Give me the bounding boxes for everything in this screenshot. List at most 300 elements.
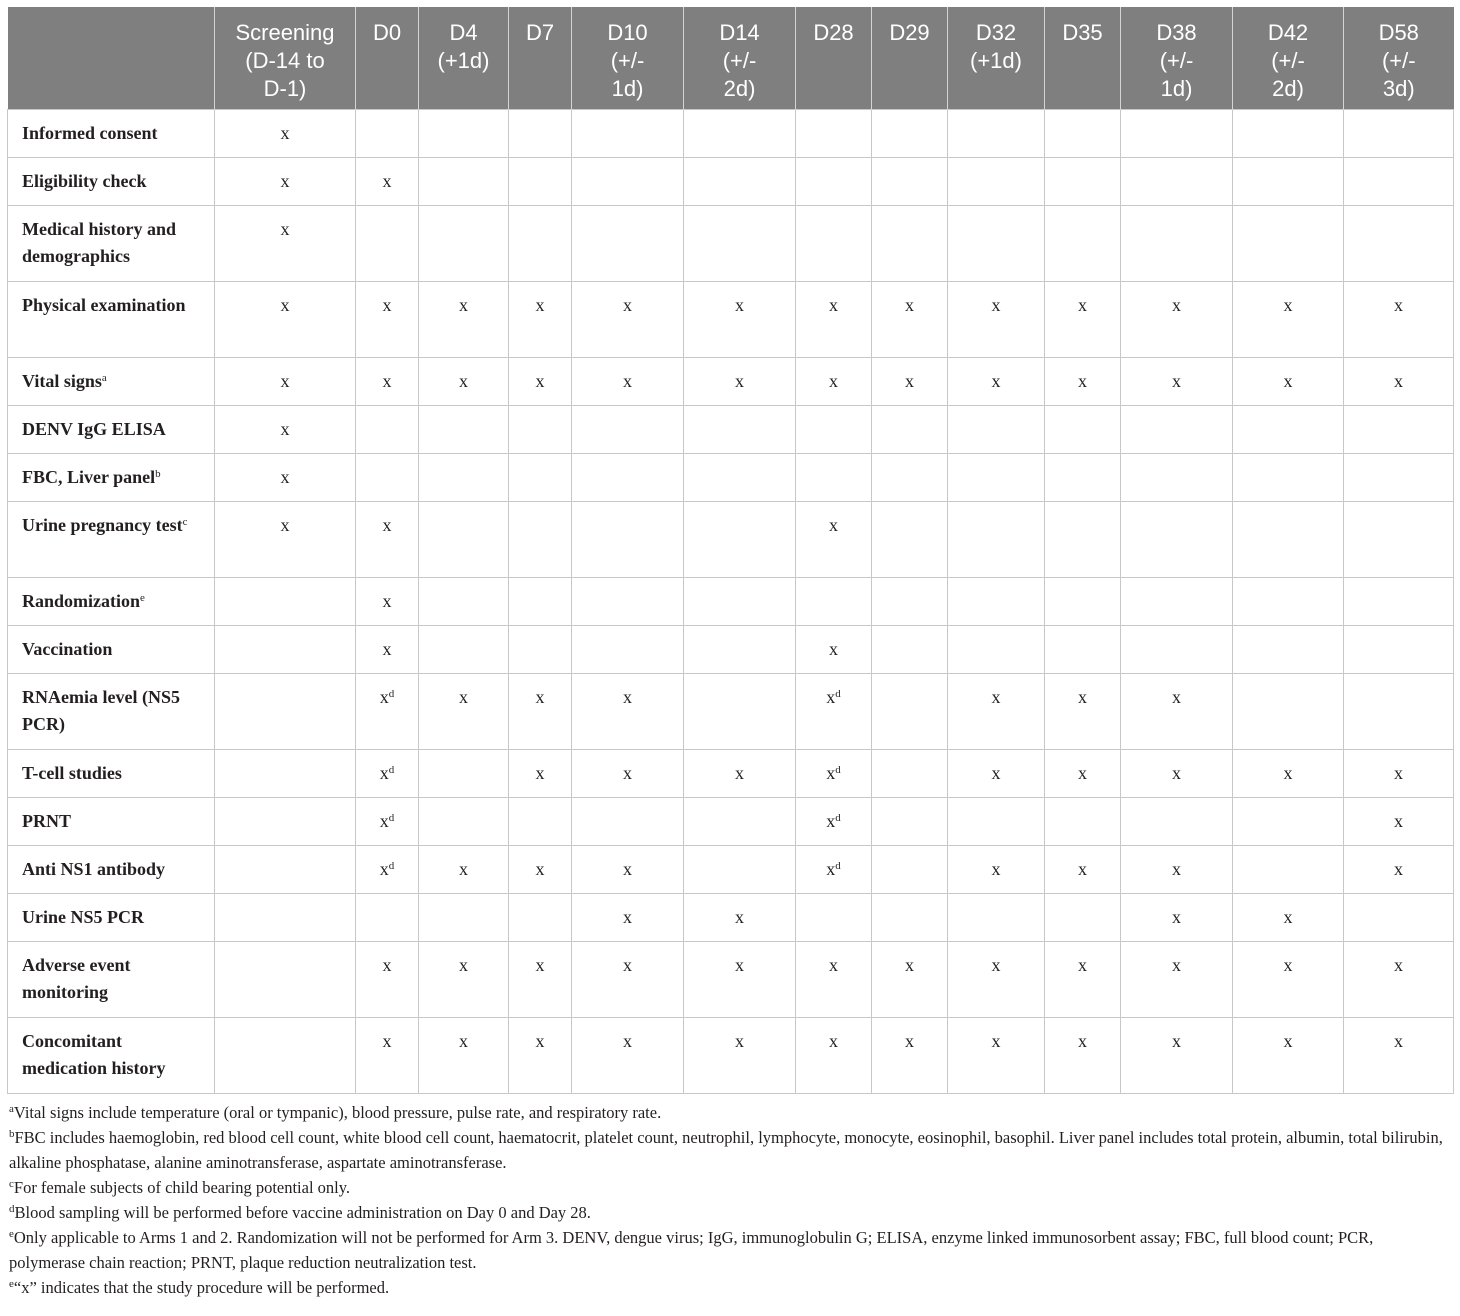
table-row <box>8 282 1454 358</box>
schedule-cell <box>796 406 872 454</box>
procedure-mark: x <box>280 419 290 439</box>
schedule-of-assessments <box>7 7 1453 1300</box>
schedule-cell <box>419 750 509 798</box>
schedule-cell <box>684 674 796 750</box>
schedule-cell <box>509 894 572 942</box>
column-header: D38 (+/- 1d) <box>1121 7 1233 110</box>
procedure-mark: x <box>735 371 744 391</box>
footnote <box>9 1175 1453 1200</box>
schedule-cell <box>419 282 509 358</box>
procedure-label <box>8 798 215 846</box>
schedule-cell <box>796 894 872 942</box>
footnote-marker: d <box>835 764 841 776</box>
schedule-cell <box>1344 502 1454 578</box>
schedule-cell <box>572 674 684 750</box>
procedure-name: DENV IgG ELISA <box>22 419 166 439</box>
schedule-cell <box>509 206 572 282</box>
schedule-cell <box>509 454 572 502</box>
procedure-mark: x <box>1172 763 1181 783</box>
procedure-label <box>8 578 215 626</box>
schedule-cell <box>684 158 796 206</box>
procedure-mark: x <box>623 763 632 783</box>
footnote <box>9 1225 1453 1275</box>
schedule-cell <box>572 358 684 406</box>
schedule-cell <box>1121 282 1233 358</box>
schedule-cell <box>796 578 872 626</box>
schedule-cell <box>948 454 1045 502</box>
procedure-label <box>8 406 215 454</box>
schedule-cell <box>509 674 572 750</box>
schedule-cell <box>948 894 1045 942</box>
procedure-mark: x <box>826 687 836 707</box>
footnote <box>9 1125 1453 1175</box>
procedure-mark: x <box>829 371 838 391</box>
procedure-mark: x <box>1172 295 1181 315</box>
schedule-cell <box>419 894 509 942</box>
table-row <box>8 942 1454 1018</box>
schedule-cell <box>796 1018 872 1094</box>
schedule-cell <box>1045 750 1121 798</box>
schedule-cell <box>572 282 684 358</box>
schedule-cell <box>356 578 419 626</box>
schedule-cell <box>356 110 419 158</box>
procedure-mark: x <box>826 859 836 879</box>
footnote-marker: d <box>835 812 841 824</box>
procedure-mark: x <box>379 687 389 707</box>
schedule-cell <box>872 502 948 578</box>
schedule-cell <box>356 502 419 578</box>
procedure-name: Informed consent <box>22 123 158 143</box>
footnote-marker: b <box>9 1128 15 1140</box>
table-body <box>8 110 1454 1094</box>
procedure-label <box>8 110 215 158</box>
schedule-cell <box>872 798 948 846</box>
procedure-mark: x <box>991 763 1001 783</box>
procedure-name: Concomitant medication history <box>22 1031 166 1078</box>
schedule-cell <box>215 894 356 942</box>
procedure-mark: x <box>623 1031 632 1051</box>
header-corner <box>8 7 215 110</box>
schedule-cell <box>948 750 1045 798</box>
procedure-label <box>8 942 215 1018</box>
procedure-mark: x <box>1394 763 1403 783</box>
schedule-cell <box>684 798 796 846</box>
schedule-cell <box>1344 454 1454 502</box>
schedule-cell <box>1045 110 1121 158</box>
schedule-cell <box>1045 406 1121 454</box>
schedule-cell <box>356 206 419 282</box>
footnote-marker: d <box>388 764 395 776</box>
procedure-mark: x <box>1283 955 1293 975</box>
schedule-cell <box>1045 894 1121 942</box>
procedure-mark: x <box>535 687 545 707</box>
procedure-label <box>8 158 215 206</box>
procedure-mark: x <box>905 295 914 315</box>
schedule-cell <box>509 406 572 454</box>
procedure-name: RNAemia level (NS5 PCR) <box>22 687 180 734</box>
procedure-mark: x <box>829 639 838 659</box>
schedule-cell <box>872 110 948 158</box>
footnote-text: “x” indicates that the study procedure will be performed. <box>13 1278 390 1297</box>
procedure-mark: x <box>1078 763 1087 783</box>
procedure-mark: x <box>379 763 389 783</box>
schedule-cell <box>572 158 684 206</box>
schedule-cell <box>215 1018 356 1094</box>
schedule-cell <box>948 674 1045 750</box>
procedure-mark: x <box>382 955 392 975</box>
schedule-cell <box>1344 798 1454 846</box>
schedule-cell <box>796 626 872 674</box>
procedure-mark: x <box>1172 1031 1181 1051</box>
schedule-cell <box>215 942 356 1018</box>
schedule-cell <box>572 942 684 1018</box>
schedule-cell <box>1045 454 1121 502</box>
schedule-cell <box>215 358 356 406</box>
schedule-cell <box>684 1018 796 1094</box>
table-row <box>8 358 1454 406</box>
column-header: D28 <box>796 7 872 110</box>
column-header: D58 (+/- 3d) <box>1344 7 1454 110</box>
procedure-label <box>8 846 215 894</box>
schedule-cell <box>1344 206 1454 282</box>
table-row <box>8 406 1454 454</box>
schedule-cell <box>572 110 684 158</box>
schedule-cell <box>872 454 948 502</box>
schedule-cell <box>684 282 796 358</box>
schedule-cell <box>1233 406 1344 454</box>
table-row <box>8 578 1454 626</box>
schedule-cell <box>796 206 872 282</box>
procedure-mark: x <box>1078 687 1087 707</box>
procedure-mark: x <box>280 515 290 535</box>
schedule-cell <box>356 674 419 750</box>
schedule-cell <box>948 846 1045 894</box>
procedure-name: PRNT <box>22 811 71 831</box>
schedule-cell <box>684 110 796 158</box>
schedule-cell <box>948 282 1045 358</box>
procedure-mark: x <box>1078 1031 1087 1051</box>
schedule-cell <box>419 626 509 674</box>
procedure-mark: x <box>991 1031 1001 1051</box>
schedule-cell <box>872 578 948 626</box>
procedure-name: Adverse event monitoring <box>22 955 131 1002</box>
schedule-cell <box>948 942 1045 1018</box>
procedure-mark: x <box>382 295 392 315</box>
schedule-cell <box>356 798 419 846</box>
schedule-cell <box>1121 674 1233 750</box>
header-row <box>8 7 1454 110</box>
schedule-cell <box>572 206 684 282</box>
schedule-cell <box>215 206 356 282</box>
procedure-mark: x <box>735 295 744 315</box>
procedure-name: Physical examination <box>22 295 186 315</box>
procedure-name: Vaccination <box>22 639 113 659</box>
procedure-mark: x <box>623 955 632 975</box>
schedule-cell <box>872 674 948 750</box>
schedule-cell <box>1121 626 1233 674</box>
schedule-cell <box>1121 406 1233 454</box>
procedure-mark: x <box>1283 295 1293 315</box>
schedule-cell <box>572 454 684 502</box>
procedure-mark: x <box>459 859 468 879</box>
procedure-mark: x <box>991 371 1001 391</box>
procedure-mark: x <box>1172 371 1181 391</box>
procedure-name: Randomization <box>22 591 141 611</box>
procedure-mark: x <box>1172 955 1181 975</box>
procedure-mark: x <box>459 687 468 707</box>
schedule-cell <box>1045 206 1121 282</box>
schedule-cell <box>1344 578 1454 626</box>
procedure-mark: x <box>535 763 545 783</box>
footnote-marker: d <box>388 860 395 872</box>
procedure-mark: x <box>535 371 545 391</box>
schedule-cell <box>572 798 684 846</box>
procedure-mark: x <box>535 295 545 315</box>
schedule-cell <box>356 358 419 406</box>
schedule-cell <box>215 158 356 206</box>
schedule-cell <box>872 406 948 454</box>
schedule-cell <box>572 894 684 942</box>
schedule-cell <box>419 110 509 158</box>
procedure-label <box>8 894 215 942</box>
schedule-cell <box>215 674 356 750</box>
procedure-mark: x <box>826 763 836 783</box>
procedure-mark: x <box>382 1031 392 1051</box>
procedure-mark: x <box>623 907 632 927</box>
footnote-marker: c <box>9 1178 14 1190</box>
procedure-mark: x <box>280 467 290 487</box>
procedure-name: FBC, Liver panel <box>22 467 156 487</box>
schedule-cell <box>215 406 356 454</box>
footnote <box>9 1275 1453 1300</box>
schedule-cell <box>419 1018 509 1094</box>
procedure-mark: x <box>382 591 392 611</box>
footnote <box>9 1200 1453 1225</box>
procedure-mark: x <box>735 1031 744 1051</box>
procedure-name: Medical history and demographics <box>22 219 177 266</box>
schedule-cell <box>1233 502 1344 578</box>
procedure-mark: x <box>382 371 392 391</box>
schedule-cell <box>1121 750 1233 798</box>
schedule-cell <box>872 358 948 406</box>
schedule-cell <box>1121 358 1233 406</box>
schedule-cell <box>419 798 509 846</box>
footnote-text: Only applicable to Arms 1 and 2. Randomization will not be performed for Arm 3. DENV, dengue virus; IgG, immunoglobulin G; ELISA, enzyme linked immunosorbent assay; FBC, full blood count; PCR, polymerase chain reaction; PRNT, plaque reduction neutralization test. <box>9 1228 1374 1272</box>
column-header: D14 (+/- 2d) <box>684 7 796 110</box>
column-header: D29 <box>872 7 948 110</box>
schedule-cell <box>1045 578 1121 626</box>
schedule-cell <box>1121 846 1233 894</box>
schedule-cell <box>356 158 419 206</box>
table-row <box>8 894 1454 942</box>
schedule-cell <box>509 110 572 158</box>
schedule-cell <box>356 282 419 358</box>
column-header: D0 <box>356 7 419 110</box>
schedule-cell <box>872 158 948 206</box>
schedule-cell <box>215 454 356 502</box>
table-row <box>8 110 1454 158</box>
procedure-mark: x <box>1394 1031 1403 1051</box>
schedule-cell <box>1233 282 1344 358</box>
schedule-cell <box>215 282 356 358</box>
schedule-cell <box>572 406 684 454</box>
schedule-cell <box>684 578 796 626</box>
schedule-cell <box>948 502 1045 578</box>
schedule-cell <box>796 750 872 798</box>
footnote-text: For female subjects of child bearing potential only. <box>13 1178 351 1197</box>
schedule-cell <box>1344 674 1454 750</box>
schedule-cell <box>1045 798 1121 846</box>
procedure-mark: x <box>382 639 392 659</box>
schedule-cell <box>1045 942 1121 1018</box>
procedure-mark: x <box>379 811 389 831</box>
schedule-cell <box>509 750 572 798</box>
procedure-mark: x <box>1078 859 1087 879</box>
schedule-cell <box>872 206 948 282</box>
schedule-cell <box>1344 110 1454 158</box>
column-header: D32 (+1d) <box>948 7 1045 110</box>
schedule-cell <box>215 110 356 158</box>
procedure-mark: x <box>735 907 744 927</box>
schedule-cell <box>215 798 356 846</box>
schedule-cell <box>684 894 796 942</box>
procedure-mark: x <box>280 123 290 143</box>
schedule-cell <box>948 110 1045 158</box>
schedule-cell <box>1344 158 1454 206</box>
schedule-cell <box>948 206 1045 282</box>
schedule-cell <box>1045 158 1121 206</box>
schedule-cell <box>1121 158 1233 206</box>
schedule-cell <box>509 358 572 406</box>
schedule-cell <box>872 942 948 1018</box>
schedule-cell <box>572 626 684 674</box>
schedule-cell <box>419 578 509 626</box>
schedule-cell <box>948 358 1045 406</box>
table-row <box>8 626 1454 674</box>
footnote-marker: d <box>9 1203 15 1215</box>
schedule-cell <box>356 942 419 1018</box>
column-header: D4 (+1d) <box>419 7 509 110</box>
schedule-cell <box>796 110 872 158</box>
schedule-cell <box>796 942 872 1018</box>
schedule-cell <box>796 158 872 206</box>
procedure-mark: x <box>991 859 1001 879</box>
procedure-mark: x <box>1172 907 1181 927</box>
procedure-mark: x <box>1078 371 1087 391</box>
procedure-mark: x <box>905 371 914 391</box>
schedule-cell <box>1233 894 1344 942</box>
schedule-cell <box>1233 750 1344 798</box>
schedule-table <box>7 7 1454 1094</box>
schedule-cell <box>419 406 509 454</box>
footnote-marker: c <box>182 516 188 528</box>
procedure-label <box>8 1018 215 1094</box>
schedule-cell <box>572 846 684 894</box>
schedule-cell <box>509 798 572 846</box>
schedule-cell <box>1045 1018 1121 1094</box>
schedule-cell <box>1233 206 1344 282</box>
procedure-mark: x <box>459 295 468 315</box>
schedule-cell <box>419 454 509 502</box>
schedule-cell <box>572 1018 684 1094</box>
column-header: D42 (+/- 2d) <box>1233 7 1344 110</box>
procedure-mark: x <box>623 687 632 707</box>
schedule-cell <box>509 282 572 358</box>
schedule-cell <box>509 942 572 1018</box>
procedure-mark: x <box>1283 1031 1293 1051</box>
schedule-cell <box>796 358 872 406</box>
table-row <box>8 502 1454 578</box>
schedule-cell <box>509 1018 572 1094</box>
schedule-cell <box>796 282 872 358</box>
footnote-marker: d <box>835 688 841 700</box>
footnote-text: FBC includes haemoglobin, red blood cell count, white blood cell count, haematocrit, platelet count, neutrophil, lymphocyte, monocyte, eosinophil, basophil. Liver panel includes total protein, albumin, total bilirubin, alkaline phosphatase, alanine aminotransferase, aspartate aminotransferase. <box>9 1128 1443 1172</box>
schedule-cell <box>509 502 572 578</box>
footnote-marker: e <box>9 1278 14 1290</box>
schedule-cell <box>1233 1018 1344 1094</box>
footnote-marker: e <box>9 1228 14 1240</box>
procedure-mark: x <box>459 1031 468 1051</box>
column-header: D10 (+/- 1d) <box>572 7 684 110</box>
footnotes <box>7 1100 1453 1300</box>
schedule-cell <box>419 158 509 206</box>
schedule-cell <box>1233 358 1344 406</box>
table-row <box>8 798 1454 846</box>
schedule-cell <box>1121 206 1233 282</box>
procedure-mark: x <box>535 1031 545 1051</box>
procedure-label <box>8 454 215 502</box>
procedure-mark: x <box>735 955 744 975</box>
footnote-marker: a <box>101 372 107 384</box>
schedule-cell <box>572 502 684 578</box>
procedure-mark: x <box>991 295 1001 315</box>
procedure-name: Vital signs <box>22 371 102 391</box>
procedure-mark: x <box>1394 295 1403 315</box>
procedure-mark: x <box>280 219 290 239</box>
procedure-name: Eligibility check <box>22 171 147 191</box>
table-row <box>8 674 1454 750</box>
schedule-cell <box>684 454 796 502</box>
schedule-cell <box>1121 942 1233 1018</box>
column-header: D35 <box>1045 7 1121 110</box>
schedule-cell <box>1344 406 1454 454</box>
procedure-label <box>8 502 215 578</box>
footnote-marker: d <box>388 688 395 700</box>
footnote-marker: b <box>155 468 161 480</box>
schedule-cell <box>872 282 948 358</box>
schedule-cell <box>1344 626 1454 674</box>
schedule-cell <box>796 502 872 578</box>
procedure-mark: x <box>826 811 836 831</box>
procedure-mark: x <box>623 295 632 315</box>
schedule-cell <box>1344 358 1454 406</box>
procedure-mark: x <box>829 295 838 315</box>
schedule-cell <box>1045 674 1121 750</box>
schedule-cell <box>948 578 1045 626</box>
schedule-cell <box>684 846 796 894</box>
schedule-cell <box>1344 750 1454 798</box>
procedure-mark: x <box>623 371 632 391</box>
schedule-cell <box>1121 454 1233 502</box>
schedule-cell <box>572 750 684 798</box>
schedule-cell <box>684 206 796 282</box>
schedule-cell <box>419 502 509 578</box>
schedule-cell <box>356 846 419 894</box>
schedule-cell <box>1233 942 1344 1018</box>
schedule-cell <box>356 1018 419 1094</box>
procedure-mark: x <box>991 687 1001 707</box>
schedule-cell <box>1233 158 1344 206</box>
